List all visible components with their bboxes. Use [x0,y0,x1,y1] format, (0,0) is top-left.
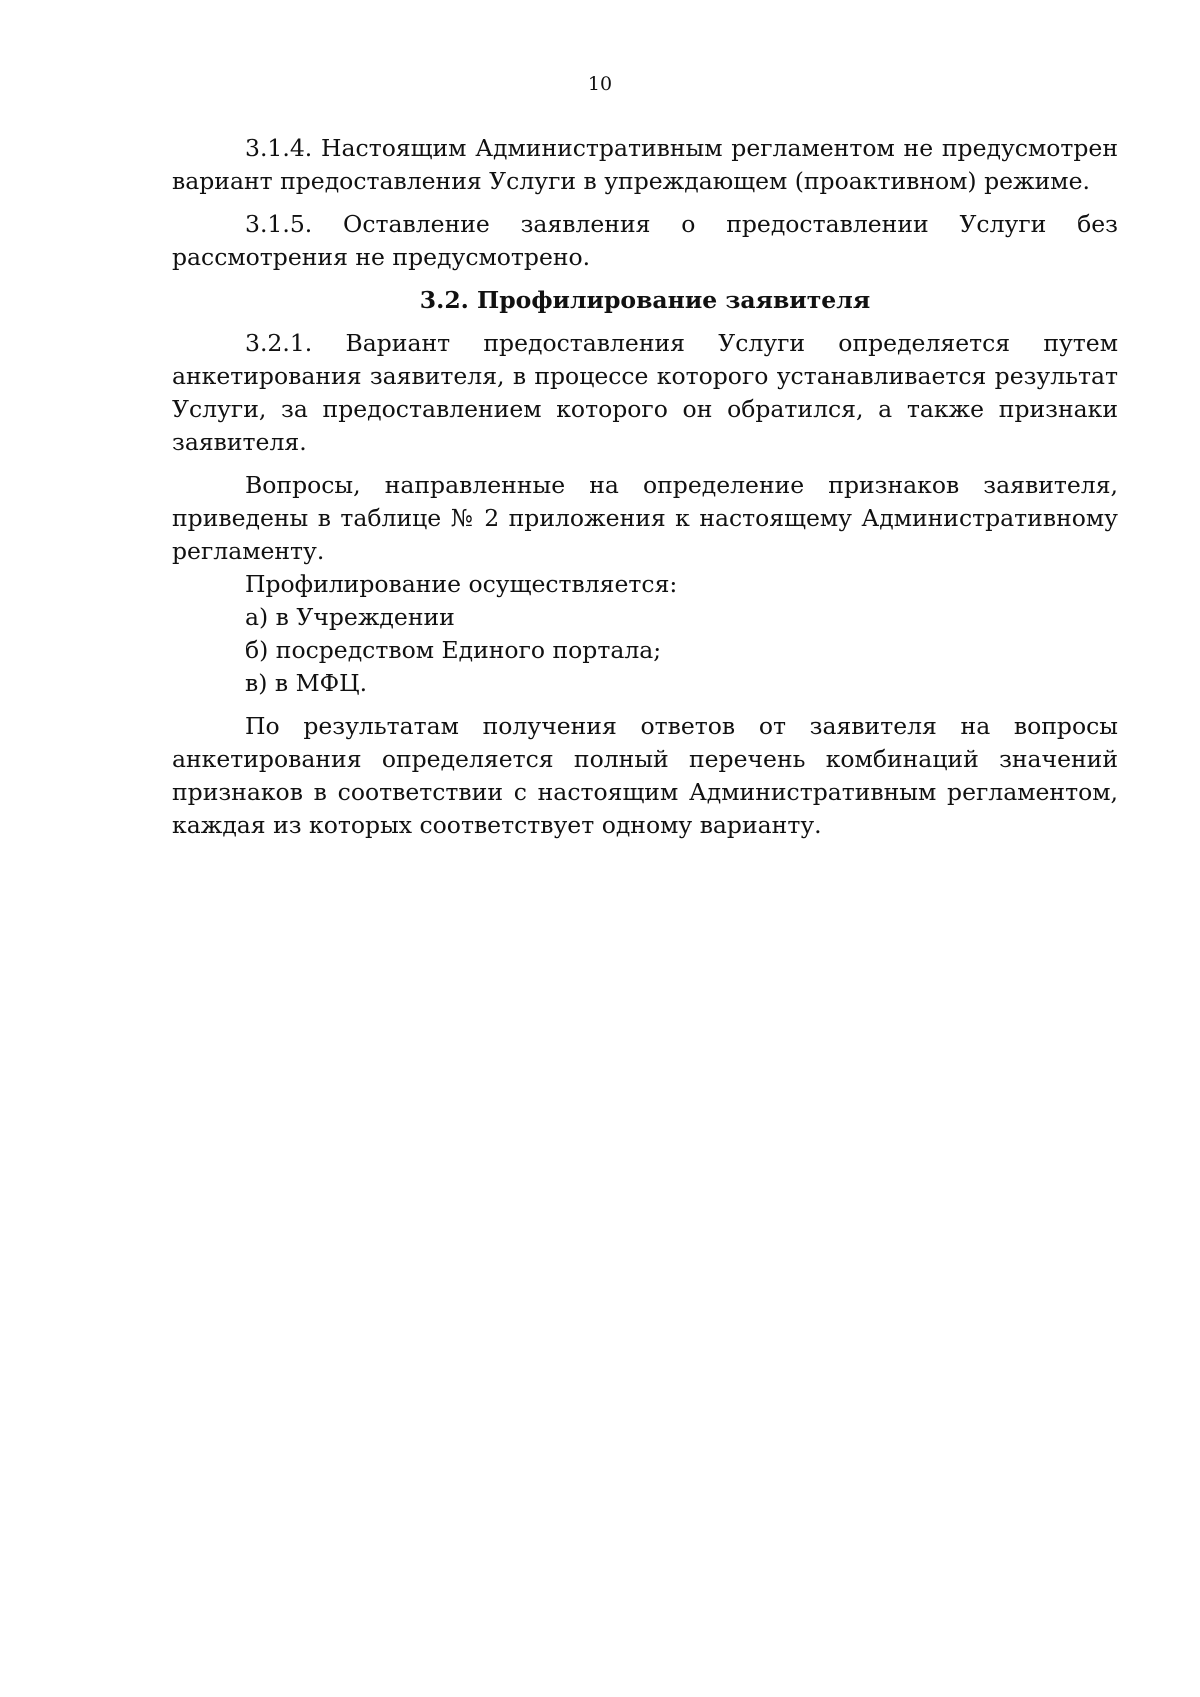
section-heading-3-2: 3.2. Профилирование заявителя [419,286,871,314]
profiling-intro: Профилирование осуществляется: [245,570,678,598]
profiling-item: а) в Учреждении [245,603,455,631]
paragraph-3-1-5: 3.1.5. Оставление заявления о предоставлении Услуги без рассмотрения не предусмотрено. [172,210,1118,271]
paragraph-results: По результатам получения ответов от заявителя на вопросы анкетирования определяется полный перечень комбинаций значений признаков в соответствии с настоящим Административным регламентом, каждая из которых соответствует одному варианту. [172,712,1118,839]
page-number: 10 [587,73,613,95]
profiling-item: б) посредством Единого портала; [245,636,662,664]
paragraph-questions: Вопросы, направленные на определение признаков заявителя, приведены в таблице № 2 приложения к настоящему Административному регламенту. [172,471,1118,565]
paragraph-3-2-1: 3.2.1. Вариант предоставления Услуги определяется путем анкетирования заявителя, в процессе которого устанавливается результат Услуги, за предоставлением которого он обратился, а также признаки заявителя. [172,329,1118,456]
paragraph-3-1-4: 3.1.4. Настоящим Административным регламентом не предусмотрен вариант предоставления Услуги в упреждающем (проактивном) режиме. [172,134,1118,195]
profiling-list [172,568,1118,700]
profiling-item: в) в МФЦ. [245,669,368,697]
document-body [172,132,1118,852]
